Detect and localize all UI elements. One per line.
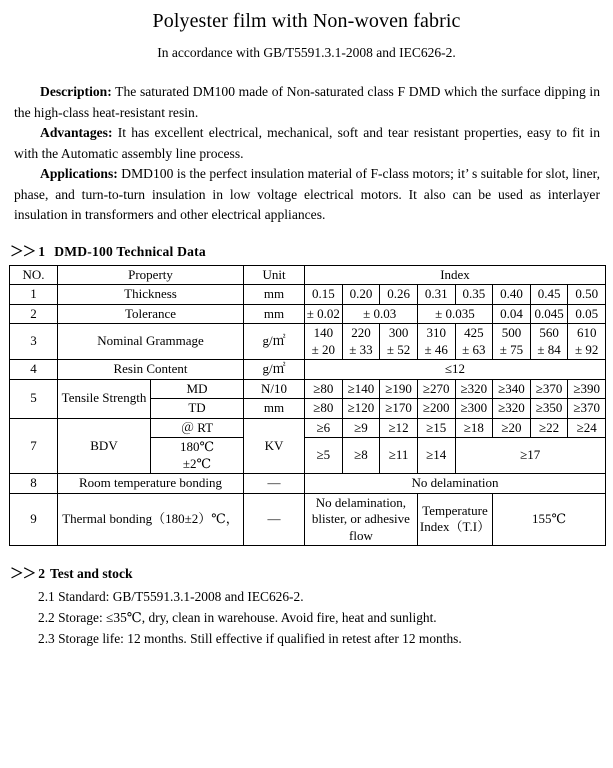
row-unit: g/㎡ — [244, 360, 305, 380]
row-value: ± 0.02 — [305, 304, 343, 324]
row-value: 0.04 — [493, 304, 531, 324]
section-title: Test and stock — [49, 566, 133, 581]
section-title: DMD-100 Technical Data — [54, 243, 206, 259]
row-unit: mm — [244, 304, 305, 324]
row-no: 3 — [10, 324, 58, 360]
row-value: 0.45 — [530, 285, 568, 305]
row-value: ≥350 — [530, 399, 568, 419]
row-property: Thickness — [58, 285, 244, 305]
row-unit: — — [244, 474, 305, 494]
row-value: ≥24 — [568, 418, 606, 438]
row-value: No delamination — [305, 474, 606, 494]
row-value: ± 0.035 — [417, 304, 492, 324]
header-property: Property — [58, 265, 244, 285]
table-row — [10, 324, 606, 360]
document-page — [0, 8, 613, 768]
page-subtitle: In accordance with GB/T5591.3.1-2008 and IEC626-2. — [157, 45, 456, 60]
paragraph-label: Advantages: — [40, 125, 113, 140]
row-value: ≥120 — [342, 399, 380, 419]
row-value: ≥9 — [342, 418, 380, 438]
table-body — [10, 265, 606, 546]
paragraph-applications — [8, 164, 605, 226]
paragraph-advantages — [8, 123, 605, 164]
row-value: 0.15 — [305, 285, 343, 305]
row-subproperty: TD — [151, 399, 244, 419]
table-row — [10, 379, 606, 399]
row-value: 0.20 — [342, 285, 380, 305]
row-value: 560 ± 84 — [530, 324, 568, 360]
paragraph-label: Applications: — [40, 166, 118, 181]
row-value: ≥15 — [417, 418, 455, 438]
row-value: ≥270 — [417, 379, 455, 399]
row-value: ≥11 — [380, 438, 418, 474]
row-value: 0.26 — [380, 285, 418, 305]
row-value: ≥320 — [493, 399, 531, 419]
row-unit: — — [244, 493, 305, 546]
row-value: ≥5 — [305, 438, 343, 474]
row-value: ≥370 — [568, 399, 606, 419]
section-number: 2 — [38, 566, 45, 581]
row-value: 425 ± 63 — [455, 324, 493, 360]
row-subproperty: MD — [151, 379, 244, 399]
row-value: 0.045 — [530, 304, 568, 324]
row-no: 5 — [10, 379, 58, 418]
row-no: 7 — [10, 418, 58, 474]
row-unit: N/10 — [244, 379, 305, 399]
row-value: ≥80 — [305, 379, 343, 399]
row-value: 0.40 — [493, 285, 531, 305]
row-value: ≥80 — [305, 399, 343, 419]
row-value: ≥14 — [417, 438, 455, 474]
row-value: 610 ± 92 — [568, 324, 606, 360]
row-value: No delamination, blister, or adhesive flow — [305, 493, 418, 546]
technical-data-table — [9, 265, 606, 547]
row-value: ≥18 — [455, 418, 493, 438]
row-value: ≥20 — [493, 418, 531, 438]
row-value: ≥8 — [342, 438, 380, 474]
row-value: 0.05 — [568, 304, 606, 324]
row-property: Room temperature bonding — [58, 474, 244, 494]
section-marker-icon: ＞＞ — [10, 243, 36, 259]
row-value: 0.31 — [417, 285, 455, 305]
row-subproperty: ＠ RT — [151, 418, 244, 438]
row-value: ≥140 — [342, 379, 380, 399]
row-no: 8 — [10, 474, 58, 494]
row-value: ≥22 — [530, 418, 568, 438]
test-stock-item-storage: 2.2 Storage: ≤35℃, dry, clean in warehouse. Avoid fire, heat and sunlight. — [38, 610, 437, 625]
header-no: NO. — [10, 265, 58, 285]
row-unit: mm — [244, 399, 305, 419]
row-value: ≥6 — [305, 418, 343, 438]
table-row — [10, 304, 606, 324]
row-value: ≥17 — [455, 438, 606, 474]
row-value: 220 ± 33 — [342, 324, 380, 360]
section-marker-icon: ＞＞ — [10, 566, 36, 581]
row-value: ≥320 — [455, 379, 493, 399]
row-unit: mm — [244, 285, 305, 305]
row-property: Resin Content — [58, 360, 244, 380]
row-value: 0.50 — [568, 285, 606, 305]
test-stock-item-storage-life: 2.3 Storage life: 12 months. Still effective if qualified in retest after 12 months. — [38, 631, 462, 646]
row-value: ≥390 — [568, 379, 606, 399]
row-property: Tensile Strength — [58, 379, 151, 418]
header-index: Index — [305, 265, 606, 285]
row-property: Thermal bonding（180±2）℃， — [58, 493, 244, 546]
row-value: 300 ± 52 — [380, 324, 418, 360]
row-unit: KV — [244, 418, 305, 474]
row-no: 2 — [10, 304, 58, 324]
row-value: 155℃ — [493, 493, 606, 546]
row-value: 500 ± 75 — [493, 324, 531, 360]
row-value: 140 ± 20 — [305, 324, 343, 360]
row-value: ≥12 — [380, 418, 418, 438]
table-row — [10, 418, 606, 438]
row-value: ≥300 — [455, 399, 493, 419]
paragraph-text: The saturated DM100 made of Non-saturated class F DMD which the surface dipping in the high-class heat-resistant resin. — [14, 84, 600, 120]
row-value: 310 ± 46 — [417, 324, 455, 360]
table-row — [10, 493, 606, 546]
row-no: 1 — [10, 285, 58, 305]
paragraph-text: DMD100 is the perfect insulation material of F-class motors; it’ s suitable for slot, liner, phase, and turn-to-turn insulation in low voltage electrical motors. It also can be used as interlayer insulation in transformers and other electrical appliances. — [14, 166, 600, 222]
paragraph-description — [8, 82, 605, 123]
test-stock-item-standard: 2.1 Standard: GB/T5591.3.1-2008 and IEC626-2. — [38, 589, 304, 604]
section-number: 1 — [38, 243, 46, 259]
row-value: ≤12 — [305, 360, 606, 380]
section-heading-test-and-stock — [10, 562, 605, 582]
row-property: Nominal Grammage — [58, 324, 244, 360]
row-value: ≥340 — [493, 379, 531, 399]
table-row — [10, 360, 606, 380]
row-no: 9 — [10, 493, 58, 546]
table-row — [10, 474, 606, 494]
row-value: 0.35 — [455, 285, 493, 305]
row-property: BDV — [58, 418, 151, 474]
paragraph-label: Description: — [40, 84, 112, 99]
header-unit: Unit — [244, 265, 305, 285]
paragraph-text: It has excellent electrical, mechanical, soft and tear resistant properties, easy to fit in with the Automatic assembly line process. — [14, 125, 600, 161]
row-unit: g/㎡ — [244, 324, 305, 360]
row-no: 4 — [10, 360, 58, 380]
table-header-row — [10, 265, 606, 285]
table-row — [10, 285, 606, 305]
row-value: ≥190 — [380, 379, 418, 399]
row-value: ≥370 — [530, 379, 568, 399]
section-heading-technical-data — [10, 240, 605, 260]
row-value: ± 0.03 — [342, 304, 417, 324]
page-title: Polyester film with Non-woven fabric — [152, 10, 461, 32]
row-property: Tolerance — [58, 304, 244, 324]
row-value: ≥200 — [417, 399, 455, 419]
row-value: Temperature Index（T.I） — [417, 493, 492, 546]
row-subproperty: 180℃ ±2℃ — [151, 438, 244, 474]
row-value: ≥170 — [380, 399, 418, 419]
